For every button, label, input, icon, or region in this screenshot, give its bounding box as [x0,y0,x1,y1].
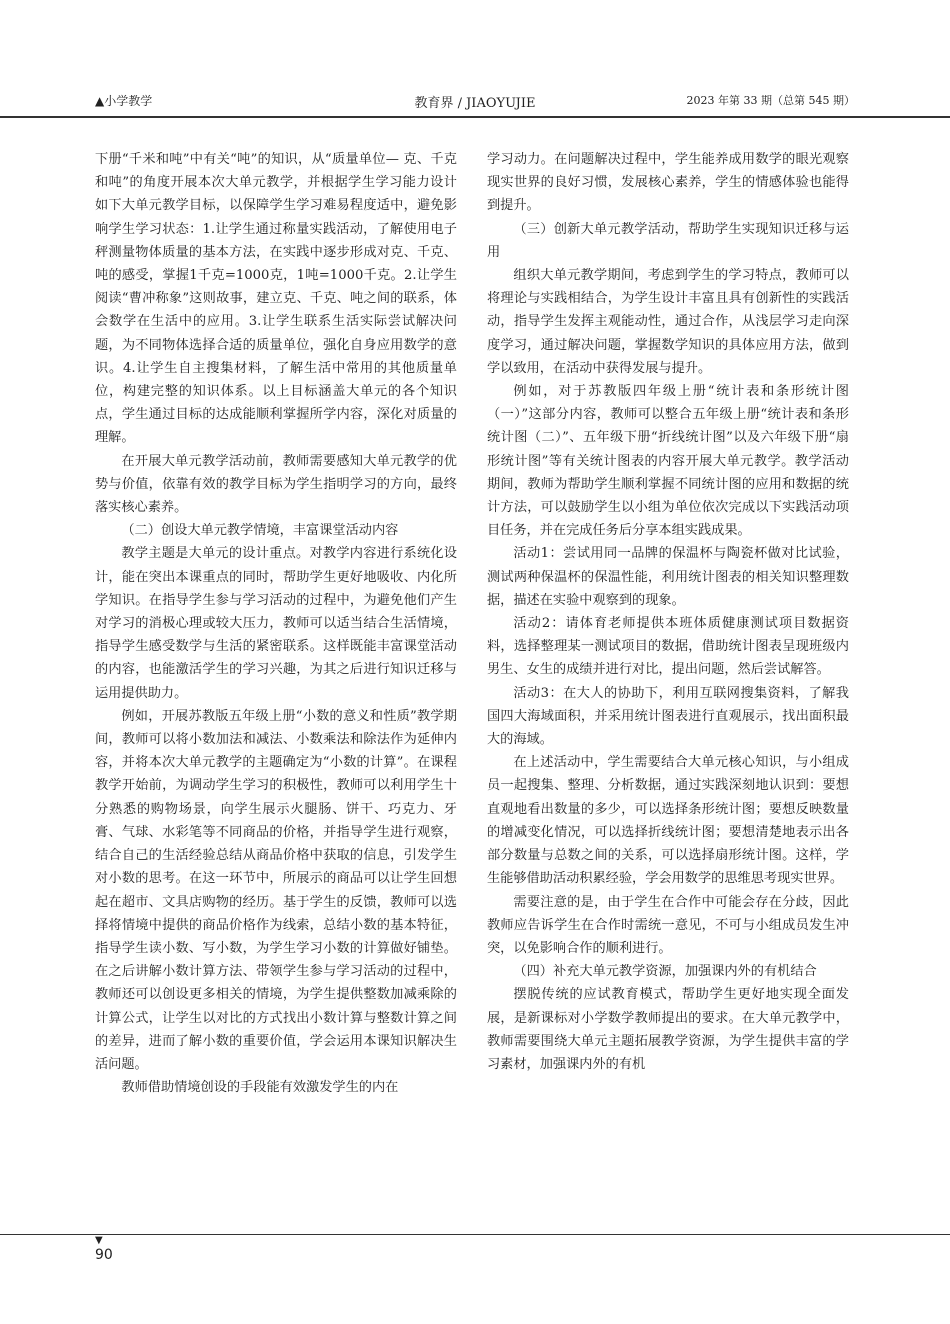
page-number: 90 [95,1247,113,1263]
issue-info: 2023 年第 33 期（总第 545 期） [686,94,855,107]
page-header [95,92,855,112]
paragraph: 组织大单元教学期间，考虑到学生的学习特点，教师可以将理论与实践相结合，为学生设计丰富且具有创新性的实践活动，指导学生发挥主观能动性，通过合作，从浅层学习走向深度学习，通过解决问题，掌握数学知识的具体应用方法，做到学以致用，在活动中获得发展与提升。 [487,268,849,376]
paragraph: 在上述活动中，学生需要结合大单元核心知识，与小组成员一起搜集、整理、分析数据，通过实践深刻地认识到：要想直观地看出数量的多少，可以选择条形统计图；要想反映数量的增减变化情况，可以选择折线统计图；要想清楚地表示出各部分数量与总数之间的关系，可以选择扇形统计图。这样，学生能够借助活动积累经验，学会用数学的思维思考现实世界。 [487,755,849,887]
section-heading: （三）创新大单元教学活动，帮助学生实现知识迁移与运用 [487,221,849,260]
down-arrow-icon: ▼ [95,1235,103,1246]
paragraph: 活动1：尝试用同一品牌的保温杯与陶瓷杯做对比试验，测试两种保温杯的保温性能，利用统计图表的相关知识整理数据，描述在实验中观察到的现象。 [487,546,849,608]
paragraph: 活动3：在大人的协助下，利用互联网搜集资料，了解我国四大海域面积，并采用统计图表进行直观展示，找出面积最大的海域。 [487,685,849,748]
left-column [95,148,457,1099]
paragraph: 下册“千米和吨”中有关“吨”的知识，从“质量单位— 克、千克和吨”的角度开展本次大单元教学，并根据学生学习能力设计如下大单元教学目标，以保障学生学习难易程度适中，避免影响学生学习状态：1.让学生通过称量实践活动，了解使用电子秤测量物体质量的基本方法，在实践中逐步形成对克、千克、吨的感受，掌握1千克=1000克，1吨=1000千克。2.让学生阅读“曹冲称象”这则故事，建立克、千克、吨之间的联系，体会数学在生活中的应用。3.让学生联系生活实际尝试解决问题，为不同物体选择合适的质量单位，强化自身应用数学的意识。4.让学生自主搜集材料，了解生活中常用的其他质量单位，构建完整的知识体系。以上目标涵盖大单元的各个知识点，学生通过目标的达成能顺利掌握所学内容，深化对质量的理解。 [95,152,457,446]
section-label: ▲小学教学 [95,94,153,108]
section-heading: （二）创设大单元教学情境，丰富课堂活动内容 [121,523,399,539]
paragraph: 教师借助情境创设的手段能有效激发学生的内在 [121,1080,399,1096]
paragraph: 教学主题是大单元的设计重点。对教学内容进行系统化设计，能在突出本课重点的同时，帮助学生更好地吸收、内化所学知识。在指导学生参与学习活动的过程中，为避免他们产生对学习的消极心理或较大压力，教师可以适当结合生活情境，指导学生感受数学与生活的紧密联系。这样既能丰富课堂活动的内容，也能激活学生的学习兴趣，为其之后进行知识迁移与运用提供助力。 [95,546,457,701]
paragraph: 摆脱传统的应试教育模式，帮助学生更好地实现全面发展，是新课标对小学数学教师提出的要求。在大单元教学中，教师需要围绕大单元主题拓展教学资源，为学生提供丰富的学习素材，加强课内外的有机 [487,987,849,1072]
paragraph: 例如，对于苏教版四年级上册“统计表和条形统计图（一）”这部分内容，教师可以整合五年级上册“统计表和条形统计图（二）”、五年级下册“折线统计图”以及六年级下册“扇形统计图”等有关统计图表的内容开展大单元教学。教学活动期间，教师为帮助学生顺利掌握不同统计图的应用和数据的统计方法，可以鼓励学生以小组为单位依次完成以下实践活动项目任务，并在完成任务后分享本组实践成果。 [487,384,849,539]
footer-rule [0,1234,950,1235]
paragraph: 学习动力。在问题解决过程中，学生能养成用数学的眼光观察现实世界的良好习惯，发展核心素养，学生的情感体验也能得到提升。 [487,152,849,214]
paragraph: 需要注意的是，由于学生在合作中可能会存在分歧，因此教师应告诉学生在合作时需统一意见，不可与小组成员发生冲突，以免影响合作的顺利进行。 [487,894,849,956]
header-rule [0,116,950,118]
journal-title: 教育界 / JIAOYUJIE [414,96,536,111]
right-column [487,148,849,1076]
paragraph: 例如，开展苏教版五年级上册“小数的意义和性质”教学期间，教师可以将小数加法和减法、小数乘法和除法作为延伸内容，并将本次大单元教学的主题确定为“小数的计算”。在课程教学开始前，为调动学生学习的积极性，教师可以利用学生十分熟悉的购物场景，向学生展示火腿肠、饼干、巧克力、牙膏、气球、水彩笔等不同商品的价格，并指导学生进行观察，结合自己的生活经验总结从商品价格中获取的信息，引发学生对小数的思考。在这一环节中，所展示的商品可以让学生回想起在超市、文具店购物的经历。基于学生的反馈，教师可以选择将情境中提供的商品价格作为线索，总结小数的基本特征，指导学生读小数、写小数，为学生学习小数的计算做好铺垫。在之后讲解小数计算方法、带领学生参与学习活动的过程中，教师还可以创设更多相关的情境，为学生提供整数加减乘除的计算公式，让学生以对比的方式找出小数计算与整数计算之间的差异，进而了解小数的重要价值，学会运用本课知识解决生活问题。 [95,708,457,1072]
paragraph: 活动2：请体育老师提供本班体质健康测试项目数据资料，选择整理某一测试项目的数据，借助统计图表呈现班级内男生、女生的成绩并进行对比，提出问题，然后尝试解答。 [487,616,849,678]
paragraph: 在开展大单元教学活动前，教师需要感知大单元教学的优势与价值，依靠有效的教学目标为学生指明学习的方向，最终落实核心素养。 [95,453,457,516]
section-heading: （四）补充大单元教学资源，加强课内外的有机结合 [513,964,817,980]
